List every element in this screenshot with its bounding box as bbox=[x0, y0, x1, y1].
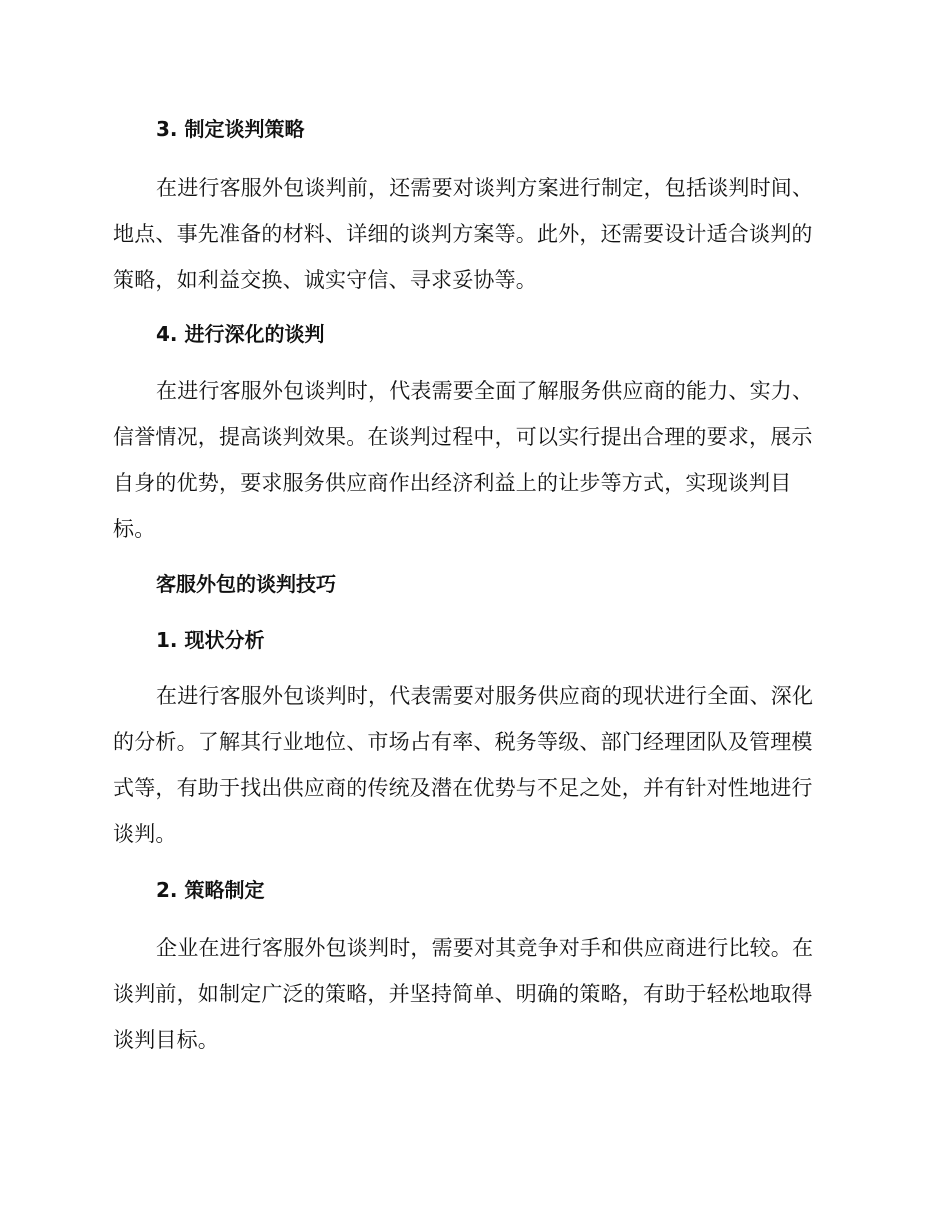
section-heading-deep-negotiation: 4. 进行深化的谈判 bbox=[156, 322, 325, 346]
section-paragraph-strategy-making: 企业在进行客服外包谈判时，需要对其竞争对手和供应商进行比较。在谈判前，如制定广泛的策略，并坚持简单、明确的策略，有助于轻松地取得谈判目标。 bbox=[113, 936, 814, 1052]
section-heading-status-analysis: 1. 现状分析 bbox=[156, 628, 265, 652]
section-heading-negotiation-skills: 客服外包的谈判技巧 bbox=[156, 572, 336, 596]
section-heading-strategy: 3. 制定谈判策略 bbox=[156, 117, 305, 141]
section-heading-strategy-making: 2. 策略制定 bbox=[156, 878, 265, 902]
section-paragraph-deep-negotiation: 在进行客服外包谈判时，代表需要全面了解服务供应商的能力、实力、信誉情况，提高谈判效果。在谈判过程中，可以实行提出合理的要求，展示自身的优势，要求服务供应商作出经济利益上的让步等方式，实现谈判目标。 bbox=[113, 379, 814, 541]
section-paragraph-status-analysis: 在进行客服外包谈判时，代表需要对服务供应商的现状进行全面、深化的分析。了解其行业地位、市场占有率、税务等级、部门经理团队及管理模式等，有助于找出供应商的传统及潜在优势与不足之处，并有针对性地进行谈判。 bbox=[113, 684, 814, 846]
section-paragraph-strategy: 在进行客服外包谈判前，还需要对谈判方案进行制定，包括谈判时间、地点、事先准备的材料、详细的谈判方案等。此外，还需要设计适合谈判的策略，如利益交换、诚实守信、寻求妥协等。 bbox=[113, 176, 814, 292]
